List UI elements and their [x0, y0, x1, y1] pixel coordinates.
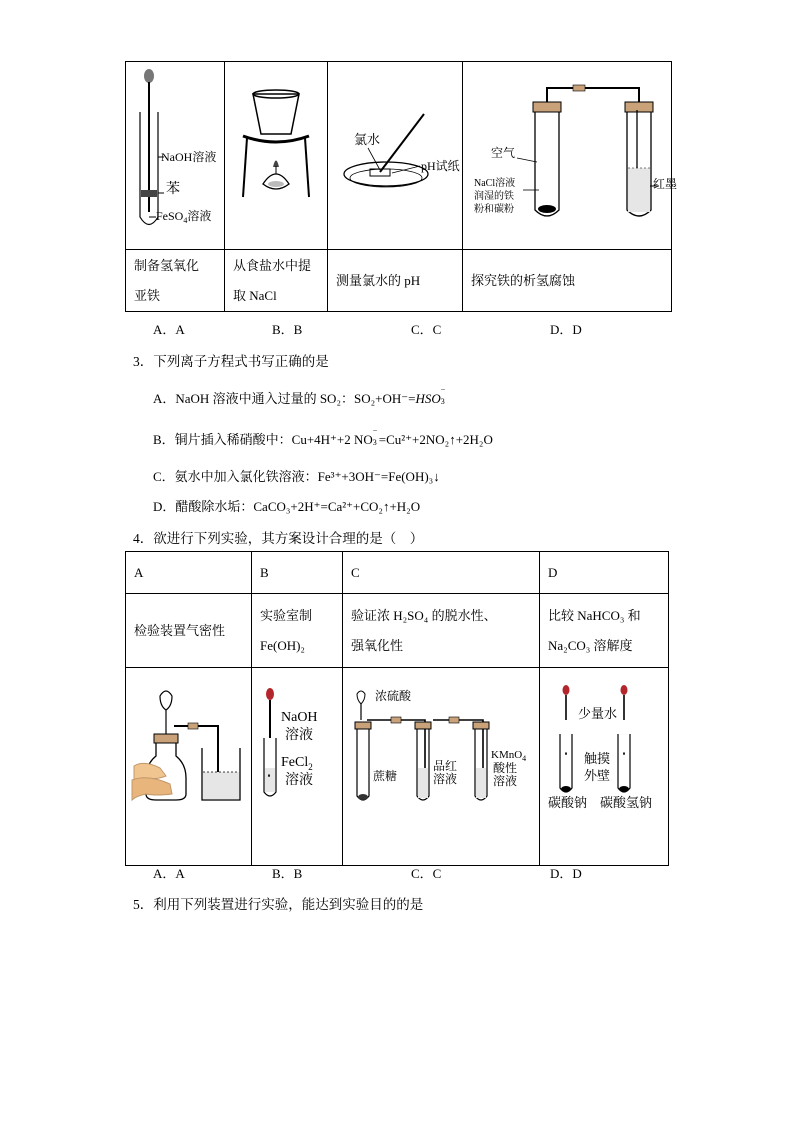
kmno4-label-2: 酸性 [493, 761, 518, 775]
q4-header-b: B [252, 552, 343, 594]
q2-figure-b [225, 62, 328, 250]
q5-title: 5．利用下列装置进行实验，能达到实验目的的是 [133, 897, 424, 912]
kmno4-label-3: 溶液 [493, 774, 518, 788]
q3-choice-c[interactable]: C．氨水中加入氯化铁溶液：Fe³⁺+3OH⁻=Fe(OH)₃↓ [153, 469, 440, 484]
kmno4-sub: 4 [522, 754, 527, 763]
q2-label-a: 制备氢氧化 亚铁 [126, 250, 225, 312]
naoh-label: NaOH溶液 [161, 150, 217, 164]
q2-figure-d [463, 62, 678, 250]
svg-text:FeCl2 [281, 755, 313, 772]
q4-option-d[interactable]: D．D [550, 866, 582, 881]
q3-choice-d[interactable]: D．醋酸除水垢：CaCO₃+2H⁺=Ca²⁺+CO₂↑+H₂O [153, 499, 421, 514]
nahco3-label: 碳酸氢钠 [600, 795, 653, 810]
q2-option-d[interactable]: D．D [550, 322, 582, 337]
svg-text:FeSO4溶液 [156, 208, 211, 225]
air-label: 空气 [491, 146, 516, 160]
solution-label-2: 溶液 [285, 773, 313, 788]
q4-title: 4．欲进行下列实验，其方案设计合理的是（ ） [133, 531, 424, 546]
q4-table [125, 551, 669, 866]
outer-wall-label: 外壁 [584, 768, 611, 783]
q2-label-c: 测量氯水的 pH [328, 250, 463, 312]
q4-desc-d: 比较 NaHCO₃ 和 Na₂CO₃ 溶解度 [540, 594, 669, 668]
q4-header-c: C [343, 552, 540, 594]
q2-label-d: 探究铁的析氢腐蚀 [463, 250, 672, 312]
q4-option-a[interactable]: A．A [153, 866, 185, 881]
q4-option-c[interactable]: C．C [411, 866, 442, 881]
nacl-label-3: 粉和碳粉 [474, 204, 514, 215]
q3-choice-a[interactable]: A．NaOH 溶液中通入过量的 SO₂：SO₂+OH⁻=HSO − 3 [153, 385, 446, 406]
nacl-label-1: NaCl溶液 [474, 178, 516, 189]
q4-desc-c: 验证浓 H₂SO₄ 的脱水性、 强氧化性 [343, 594, 540, 668]
q4-figure-c [343, 668, 540, 866]
q2-option-a[interactable]: A．A [153, 322, 185, 337]
fecl2-label: FeCl [281, 755, 309, 770]
q4-desc-a: 检验装置气密性 [126, 594, 252, 668]
q4-desc-b: 实验室制 Fe(OH)₂ [252, 594, 343, 668]
q2-table [125, 61, 678, 312]
kmno4-label: KMnO [491, 749, 523, 761]
touch-label: 触摸 [584, 751, 611, 766]
pinkred-label-1: 品红 [433, 759, 458, 773]
q3-title: 3．下列离子方程式书写正确的是 [133, 354, 329, 369]
q3-choice-b[interactable]: B．铜片插入稀硝酸中：Cu+4H⁺+2 NO − 3 =Cu²⁺+2NO₂↑+2H₂O [153, 426, 493, 447]
red-ink-label: 红墨 [653, 177, 678, 191]
q2-option-c[interactable]: C．C [411, 322, 442, 337]
q2-options [153, 319, 653, 339]
ph-paper-label: pH试纸 [421, 159, 460, 173]
conc-acid-label: 浓硫酸 [375, 689, 412, 703]
sucrose-label: 蔗糖 [373, 769, 398, 783]
q4-options [153, 863, 653, 883]
q4-option-b[interactable]: B．B [272, 866, 303, 881]
q4-header-d: D [540, 552, 669, 594]
q4-figure-d [540, 668, 669, 866]
nacl-label-2: 润湿的铁 [474, 191, 514, 202]
na2co3-label: 碳酸钠 [548, 795, 588, 810]
chlorine-water-label: 氯水 [354, 132, 381, 147]
naoh-label-q4: NaOH [281, 710, 318, 725]
q2-figure-a [126, 62, 225, 250]
q4-figure-b [252, 668, 343, 866]
q2-option-b[interactable]: B．B [272, 322, 303, 337]
pinkred-label-2: 溶液 [433, 772, 458, 786]
little-water-label: 少量水 [578, 706, 618, 721]
feso4-sub: 4 [183, 216, 188, 225]
q4-header-a: A [126, 552, 252, 594]
fecl2-sub: 2 [308, 762, 313, 772]
feso4-label: FeSO [156, 209, 184, 223]
q2-figure-c [328, 62, 463, 250]
feso4-label-b: 溶液 [187, 209, 212, 223]
q4-figure-a [126, 668, 252, 866]
solution-label-1: 溶液 [285, 728, 313, 743]
benzene-label: 苯 [166, 182, 180, 197]
q2-label-b: 从食盐水中提 取 NaCl [225, 250, 328, 312]
